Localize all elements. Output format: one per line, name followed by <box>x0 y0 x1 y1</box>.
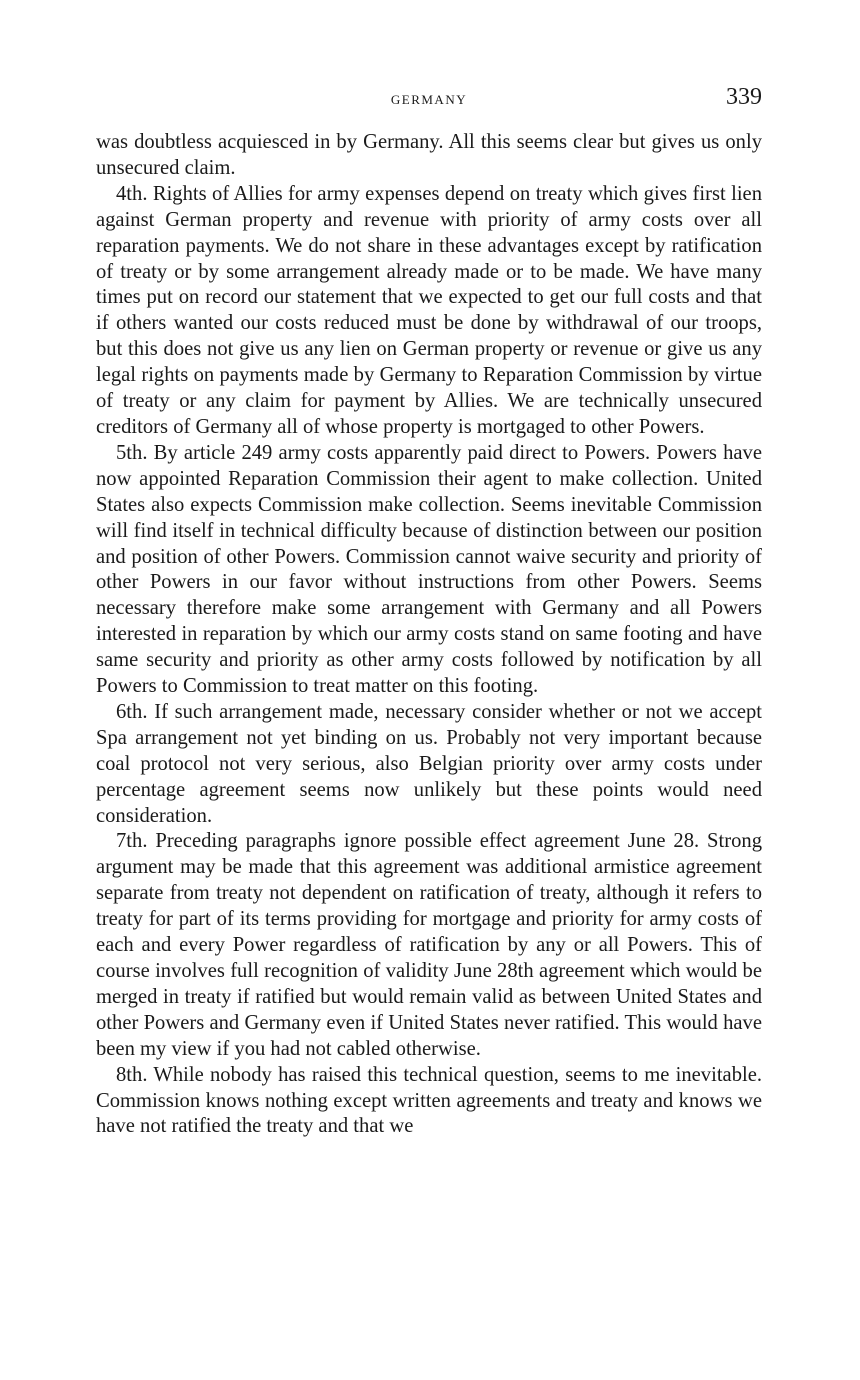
paragraph-6th: 6th. If such arrangement made, necessary consider whether or not we accept Spa arrangement not yet binding on us. Probably not very important because coal protocol not very serious, also Belgian priority over army costs under percentage agreement seems now unlikely but these points would need consideration. <box>96 700 762 827</box>
running-title: GERMANY <box>390 92 468 107</box>
page-number: 339 <box>726 84 762 110</box>
paragraph-continuation: was doubtless acquiesced in by Germany. All this seems clear but gives us only unsecured claim. <box>96 131 762 179</box>
running-head <box>96 82 762 116</box>
paragraph-8th: 8th. While nobody has raised this technical question, seems to me inevitable. Commission knows nothing except written agreements and treaty and knows we have not ratified the treaty and that we <box>96 1063 762 1138</box>
body-text <box>96 130 762 1140</box>
book-page <box>96 82 762 1140</box>
paragraph-4th: 4th. Rights of Allies for army expenses depend on treaty which gives first lien against German property and revenue with priority of army costs over all reparation payments. We do not share in these advantages except by ratification of treaty or by some arrangement already made or to be made. We have many times put on record our statement that we expected to get our full costs and that if others wanted our costs reduced must be done by withdrawal of our troops, but this does not give us any lien on German property or revenue or give us any legal rights on payments made by Germany to Reparation Commission by virtue of treaty or any claim for payment by Allies. We are technically unsecured creditors of Germany all of whose property is mortgaged to other Powers. <box>96 182 762 438</box>
paragraph-7th: 7th. Preceding paragraphs ignore possible effect agreement June 28. Strong argument may be made that this agreement was additional armistice agreement separate from treaty not dependent on ratification of treaty, although it refers to treaty for part of its terms providing for mortgage and priority for army costs of each and every Power regardless of ratification by any or all Powers. This of course involves full recognition of validity June 28th agreement which would be merged in treaty if ratified but would remain valid as between United States and other Powers and Germany even if United States never ratified. This would have been my view if you had not cabled otherwise. <box>96 830 762 1060</box>
paragraph-5th: 5th. By article 249 army costs apparently paid direct to Powers. Powers have now appointed Reparation Commission their agent to make collection. United States also expects Commission make collection. Seems inevitable Commission will find itself in technical difficulty because of distinction between our position and position of other Powers. Commission cannot waive security and priority of other Powers in our favor without instructions from other Powers. Seems necessary therefore make some arrangement with Germany and all Powers interested in reparation by which our army costs stand on same footing and have same security and priority as other army costs followed by notification by all Powers to Commission to treat matter on this footing. <box>96 441 762 698</box>
